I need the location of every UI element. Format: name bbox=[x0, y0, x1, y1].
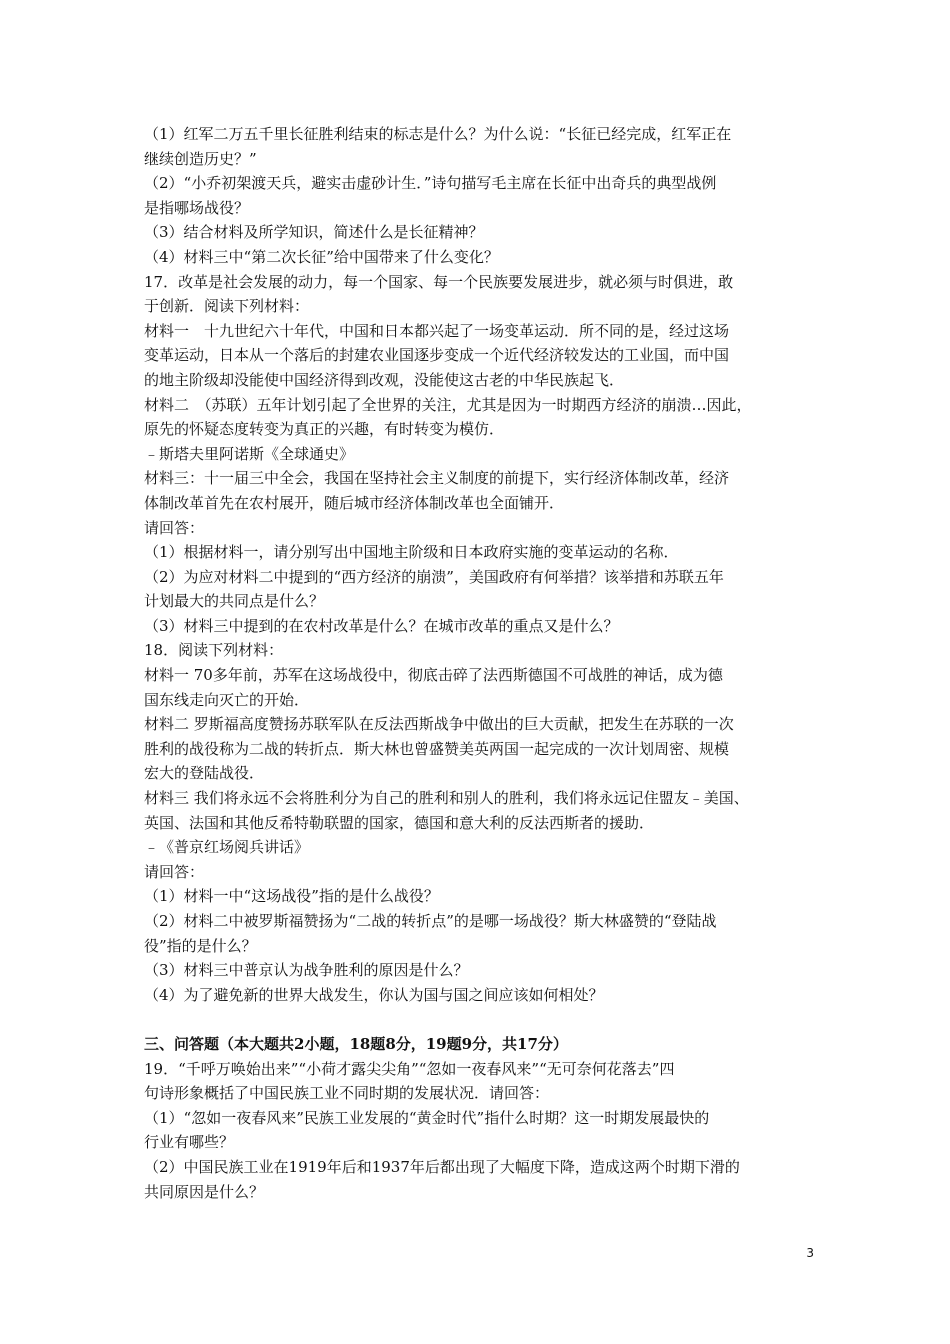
text-line: （3）材料三中普京认为战争胜利的原因是什么？ bbox=[144, 961, 469, 980]
text-line: 体制改革首先在农村展开，随后城市经济体制改革也全面铺开． bbox=[144, 493, 565, 512]
text-line: ﹣《普京红场阅兵讲话》 bbox=[144, 838, 310, 857]
text-line: 役”指的是什么？ bbox=[144, 936, 257, 955]
text-line: （2）中国民族工业在1919年后和1937年后都出现了大幅度下降，造成这两个时期下滑的 bbox=[144, 1157, 740, 1176]
text-line: 计划最大的共同点是什么？ bbox=[144, 592, 325, 611]
text-line: 18．阅读下列材料： bbox=[144, 641, 284, 660]
text-line: 继续创造历史？” bbox=[144, 149, 257, 168]
text-line: 国东线走向灭亡的开始． bbox=[144, 690, 310, 709]
text-line: 材料一 十九世纪六十年代，中国和日本都兴起了一场变革运动．所不同的是，经过这场 bbox=[144, 321, 730, 340]
text-line: 于创新．阅读下列材料： bbox=[144, 297, 310, 316]
text-line: （4）材料三中“第二次长征”给中国带来了什么变化？ bbox=[144, 247, 499, 266]
text-line: 请回答： bbox=[144, 862, 205, 881]
page-number: 3 bbox=[806, 1246, 814, 1260]
text-line: 材料一 70多年前，苏军在这场战役中，彻底击碎了法西斯德国不可战胜的神话，成为德 bbox=[144, 666, 723, 685]
text-line: 材料二 （苏联）五年计划引起了全世界的关注，尤其是因为一时期西方经济的崩溃…因此， bbox=[144, 395, 752, 414]
text-line: （1）红军二万五千里长征胜利结束的标志是什么？为什么说：“长征已经完成，红军正在 bbox=[144, 125, 732, 143]
text-line: （2）材料二中被罗斯福赞扬为“二战的转折点”的是哪一场战役？斯大林盛赞的“登陆战 bbox=[144, 912, 717, 930]
text-line: （1）根据材料一，请分别写出中国地主阶级和日本政府实施的变革运动的名称． bbox=[144, 543, 679, 562]
text-line: 19．“千呼万唤始出来”“小荷才露尖尖角”“忽如一夜春风来”“无可奈何花落去”四 bbox=[144, 1059, 675, 1078]
text-line: （1）“忽如一夜春风来”民族工业发展的“黄金时代”指什么时期？这一时期发展最快的 bbox=[144, 1108, 710, 1127]
text-line: （2）“小乔初架渡天兵，避实击虚砂计生．”诗句描写毛主席在长征中出奇兵的典型战例 bbox=[144, 174, 717, 193]
text-line: 材料三：十一届三中全会，我国在坚持社会主义制度的前提下，实行经济体制改革，经济 bbox=[144, 469, 730, 488]
text-line: ﹣斯塔夫里阿诺斯《全球通史》 bbox=[144, 444, 355, 463]
text-line: 句诗形象概括了中国民族工业不同时期的发展状况．请回答： bbox=[144, 1084, 550, 1103]
text-line: 行业有哪些？ bbox=[144, 1133, 235, 1152]
text-line: 的地主阶级却没能使中国经济得到改观，没能使这古老的中华民族起飞． bbox=[144, 370, 625, 389]
text-line: 17．改革是社会发展的动力，每一个国家、每一个民族要发展进步，就必须与时俱进，敢 bbox=[144, 272, 734, 291]
text-line: （3）结合材料及所学知识，简述什么是长征精神？ bbox=[144, 223, 484, 242]
text-line: 胜利的战役称为二战的转折点．斯大林也曾盛赞美英两国一起完成的一次计划周密、规模 bbox=[144, 739, 730, 758]
text-line: 是指哪场战役？ bbox=[144, 198, 250, 217]
text-line: （1）材料一中“这场战役”指的是什么战役？ bbox=[144, 887, 439, 906]
text-line: 原先的怀疑态度转变为真正的兴趣，有时转变为模仿． bbox=[144, 420, 505, 439]
text-line: 请回答： bbox=[144, 518, 205, 537]
text-line: 变革运动，日本从一个落后的封建农业国逐步变成一个近代经济较发达的工业国，而中国 bbox=[144, 346, 730, 365]
text-line: （3）材料三中提到的在农村改革是什么？在城市改革的重点又是什么？ bbox=[144, 616, 619, 635]
text-line: 英国、法国和其他反希特勒联盟的国家，德国和意大利的反法西斯者的援助． bbox=[144, 813, 655, 832]
text-line: 材料二 罗斯福高度赞扬苏联军队在反法西斯战争中做出的巨大贡献，把发生在苏联的一次 bbox=[144, 715, 734, 734]
document-body bbox=[144, 122, 814, 1204]
text-line: 宏大的登陆战役． bbox=[144, 764, 265, 783]
text-line: 共同原因是什么？ bbox=[144, 1182, 265, 1201]
blank-line bbox=[144, 1007, 814, 1032]
section-heading: 三、问答题（本大题共2小题，18题8分，19题9分，共17分） bbox=[144, 1034, 568, 1053]
text-line: （2）为应对材料二中提到的“西方经济的崩溃”，美国政府有何举措？该举措和苏联五年 bbox=[144, 567, 724, 586]
text-line: （4）为了避免新的世界大战发生，你认为国与国之间应该如何相处？ bbox=[144, 985, 604, 1004]
text-line: 材料三 我们将永远不会将胜利分为自己的胜利和别人的胜利，我们将永远记住盟友﹣美国、 bbox=[144, 789, 749, 808]
